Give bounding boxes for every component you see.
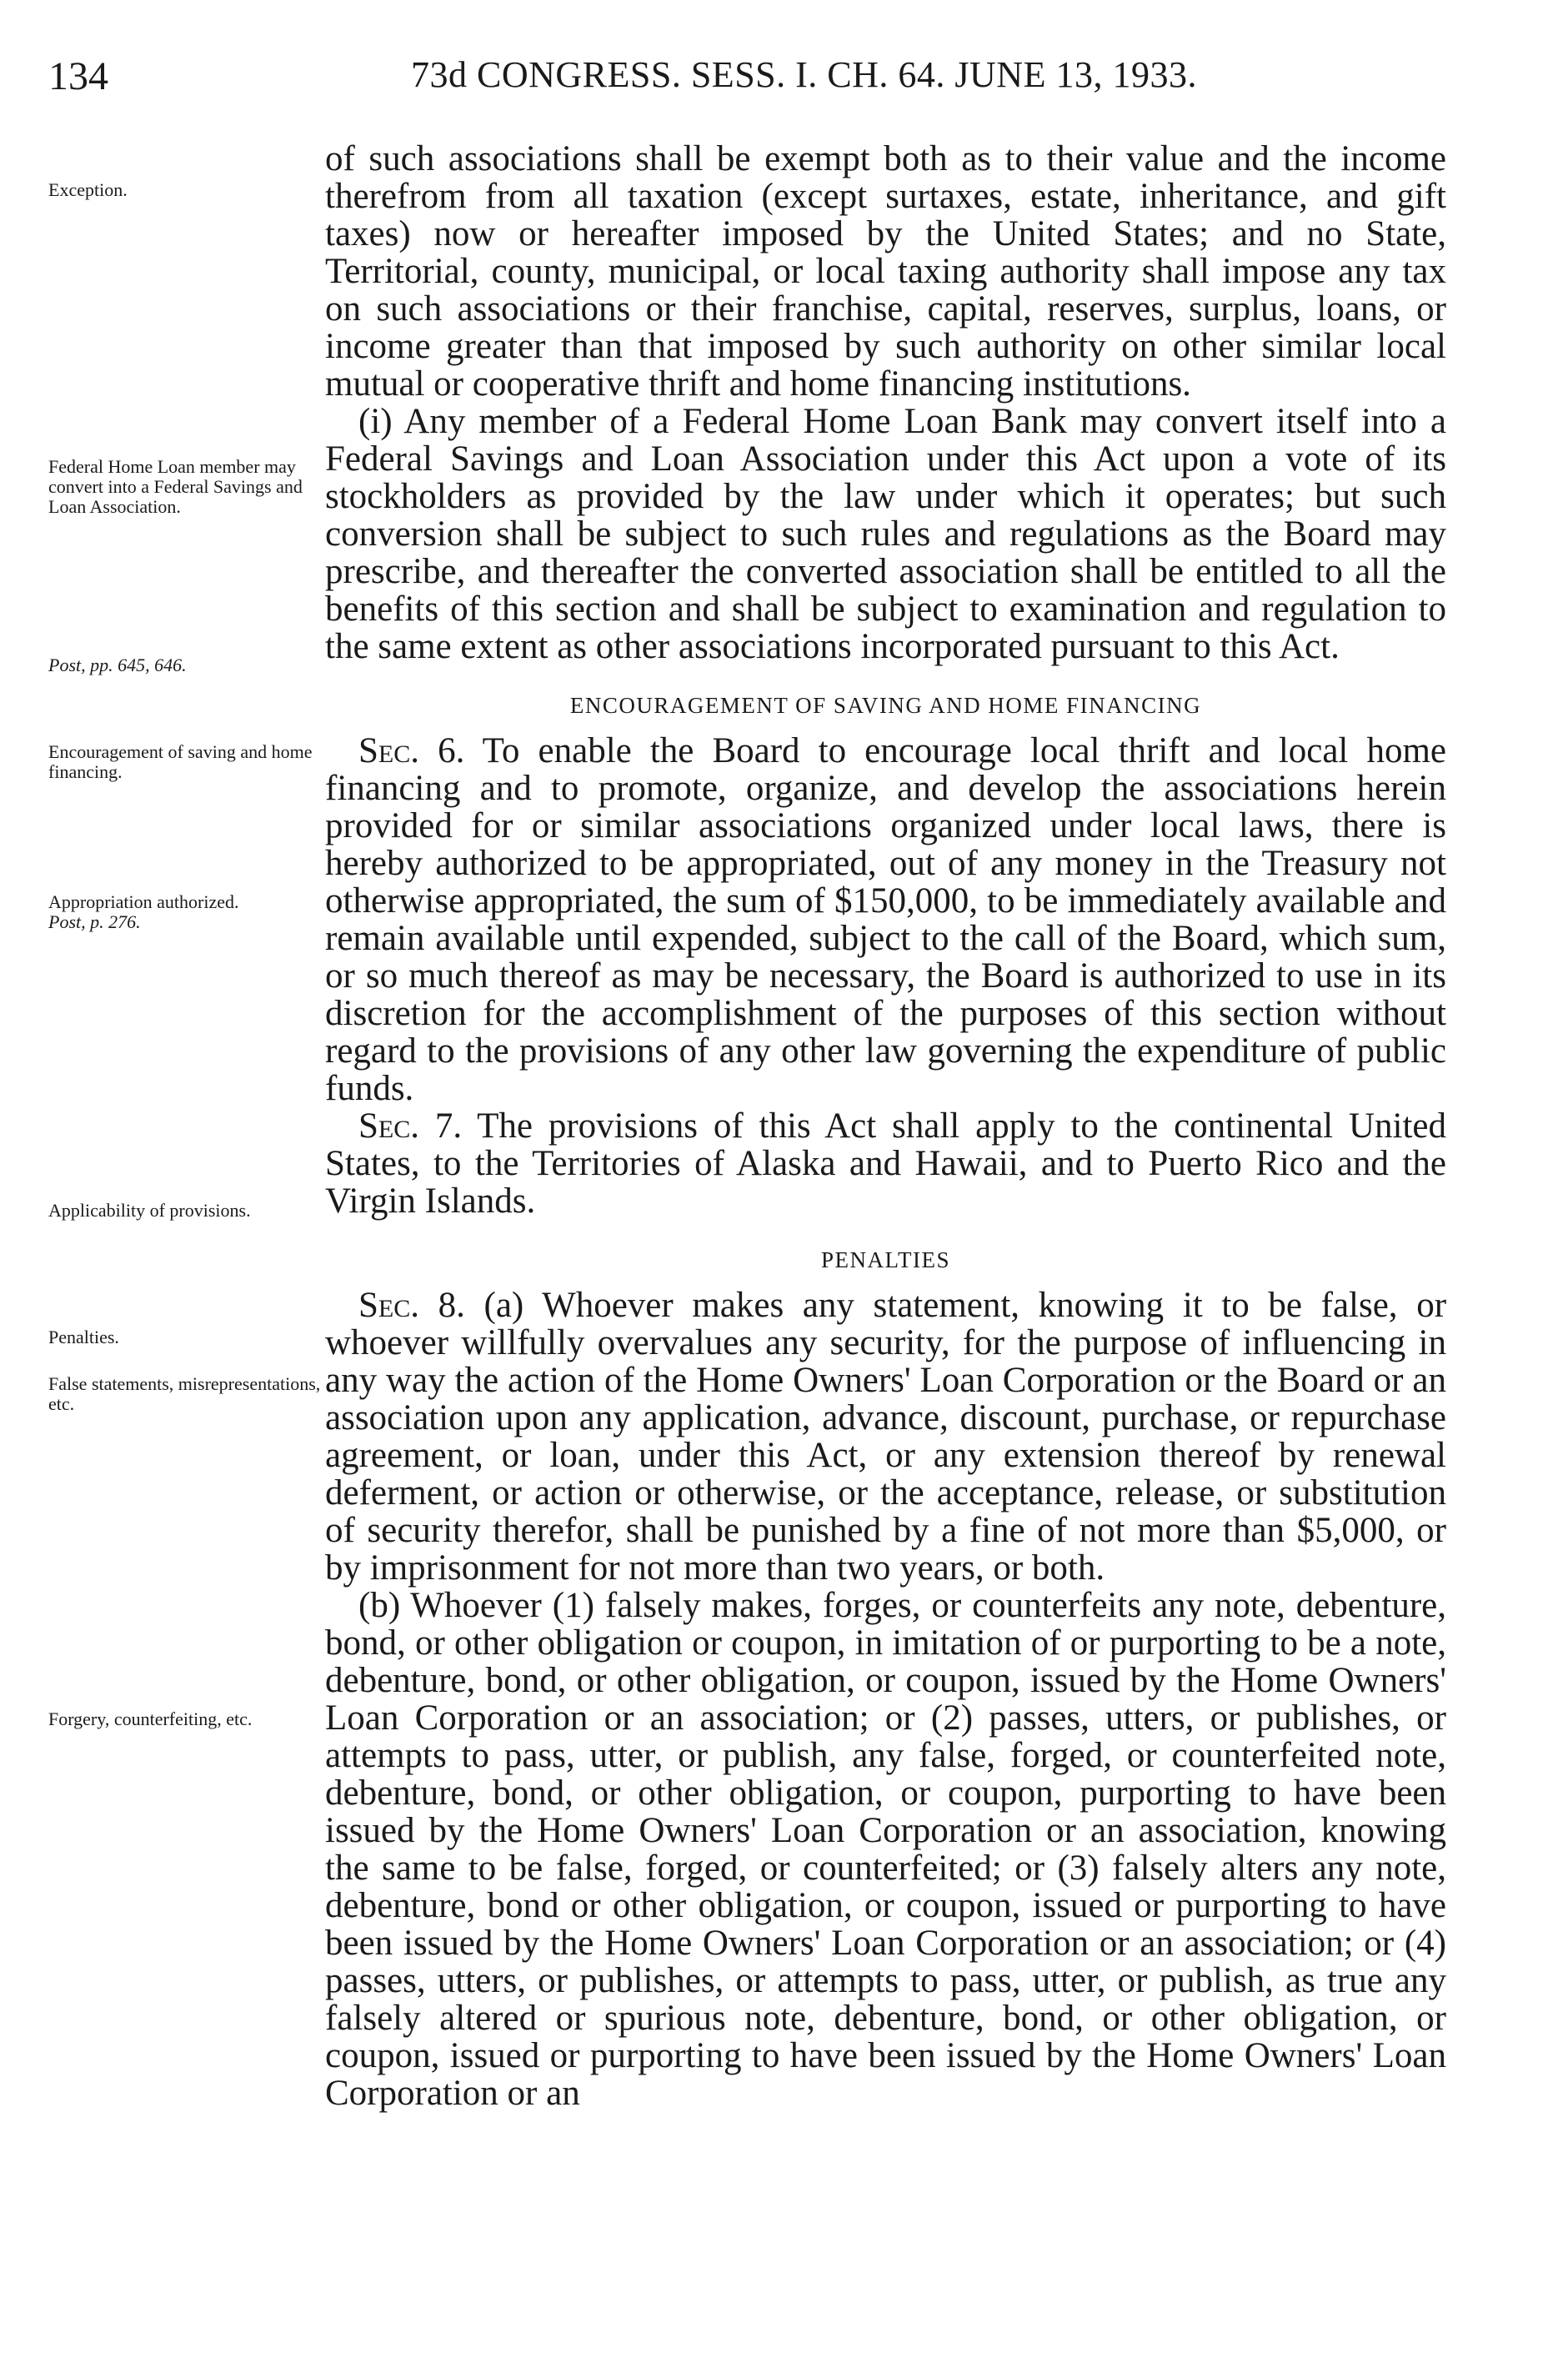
section-8b: (b) Whoever (1) falsely makes, forges, or counterfeits any note, debenture, bond, or other obligation or coupon, in imitation of or purporting to be a note, debenture, bond, or other obligation, or coupon, issued by the Home Owners' Loan Corporation or an association; or (2) passes, utters, or publishes, or attempts to pass, utter, or publish, any false, forged, or counterfeited note, debenture, bond, or other obligation, or coupon, purporting to have been issued by the Home Owners' Loan Corporation or an association, knowing the same to be false, forged, or counterfeited; or (3) falsely alters any note, debenture, bond or other obligation, or coupon, issued or purporting to have been issued by the Home Owners' Loan Corporation or an association; or (4) passes, utters, or publishes, or attempts to pass, utter, or publish, as true any falsely altered or spurious note, debenture, bond, or other obligation, or coupon, issued or purporting to have been issued by the Home Owners' Loan Corporation or an [325,1586,1446,2113]
page-header [48,53,1449,103]
section-7-label: Sec. 7. [358,1106,463,1146]
main-text [325,140,1446,2112]
margin-note-false-statements: False statements, misrepresentations, etc. [48,1373,321,1414]
margin-note-applicability: Applicability of provisions. [48,1200,251,1221]
margin-note-exception: Exception. [48,179,128,200]
margin-note-penalties: Penalties. [48,1327,119,1347]
paragraph-exemption: of such associations shall be exempt both as to their value and the income therefrom from all taxation (except surtaxes, estate, inheritance, and gift taxes) now or hereafter imposed by the United States; and no State, Territorial, county, municipal, or local taxing authority shall impose any tax on such associations or their franchise, capital, reserves, surplus, loans, or income greater than that imposed by such authority on other similar local mutual or cooperative thrift and home financing institutions. [325,139,1446,404]
margin-note-post-645: Post, pp. 645, 646. [48,655,187,675]
section-8-label: Sec. 8. [358,1286,465,1325]
section-heading-penalties: PENALTIES [820,1247,950,1272]
margin-note-appropriation: Appropriation authorized. Post, p. 276. [48,891,239,932]
margin-note-forgery: Forgery, counterfeiting, etc. [48,1708,253,1729]
section-6-label: Sec. 6. [358,731,465,770]
margin-note-conversion: Federal Home Loan member may convert into a Federal Savings and Loan Association. [48,456,303,517]
paragraph-conversion: (i) Any member of a Federal Home Loan Bank may convert itself into a Federal Savings and Loan Association under this Act upon a vote of its stockholders as provided by the law under which it operates; but such conversion shall be subject to such rules and regulations as the Board may prescribe, and thereafter the converted association shall be entitled to all the benefits of this section and shall be subject to examination and regulation to the same extent as other associations incorporated pursuant to this Act. [325,402,1446,666]
section-7-text: The provisions of this Act shall apply to the continental United States, to the Territories of Alaska and Hawaii, and to Puerto Rico and the Virgin Islands. [325,1106,1446,1221]
margin-note-encouragement: Encouragement of saving and home financing. [48,741,313,782]
page-number: 134 [48,54,108,98]
section-heading-encouragement: ENCOURAGEMENT OF SAVING AND HOME FINANCING [569,693,1202,718]
section-6 [325,732,1446,1107]
section-8a [325,1287,1446,1587]
section-6-text: To enable the Board to encourage local thrift and local home financing and to promote, organize, and develop the associations herein provided for or similar associations organized under local laws, there is hereby authorized to be appropriated, out of any money in the Treasury not otherwise appropriated, the sum of $150,000, to be immediately available and remain available until expended, subject to the call of the Board, which sum, or so much thereof as may be necessary, the Board is authorized to use in its discretion for the accomplishment of the purposes of this section without regard to the provisions of any other law governing the expenditure of public funds. [325,731,1447,1108]
running-head: 73d CONGRESS. SESS. I. CH. 64. JUNE 13, 1933. [411,54,1197,95]
section-8a-text: (a) Whoever makes any statement, knowing it to be false, or whoever willfully overvalues any security, for the purpose of influencing in any way the action of the Home Owners' Loan Corporation or the Board or an association upon any application, advance, discount, purchase, or repurchase agreement, or loan, under this Act, or any extension thereof by renewal deferment, or action or otherwise, or the acceptance, release, or substitution of security therefor, shall be punished by a fine of not more than $5,000, or by imprisonment for not more than two years, or both. [325,1286,1447,1588]
section-7 [325,1107,1446,1220]
